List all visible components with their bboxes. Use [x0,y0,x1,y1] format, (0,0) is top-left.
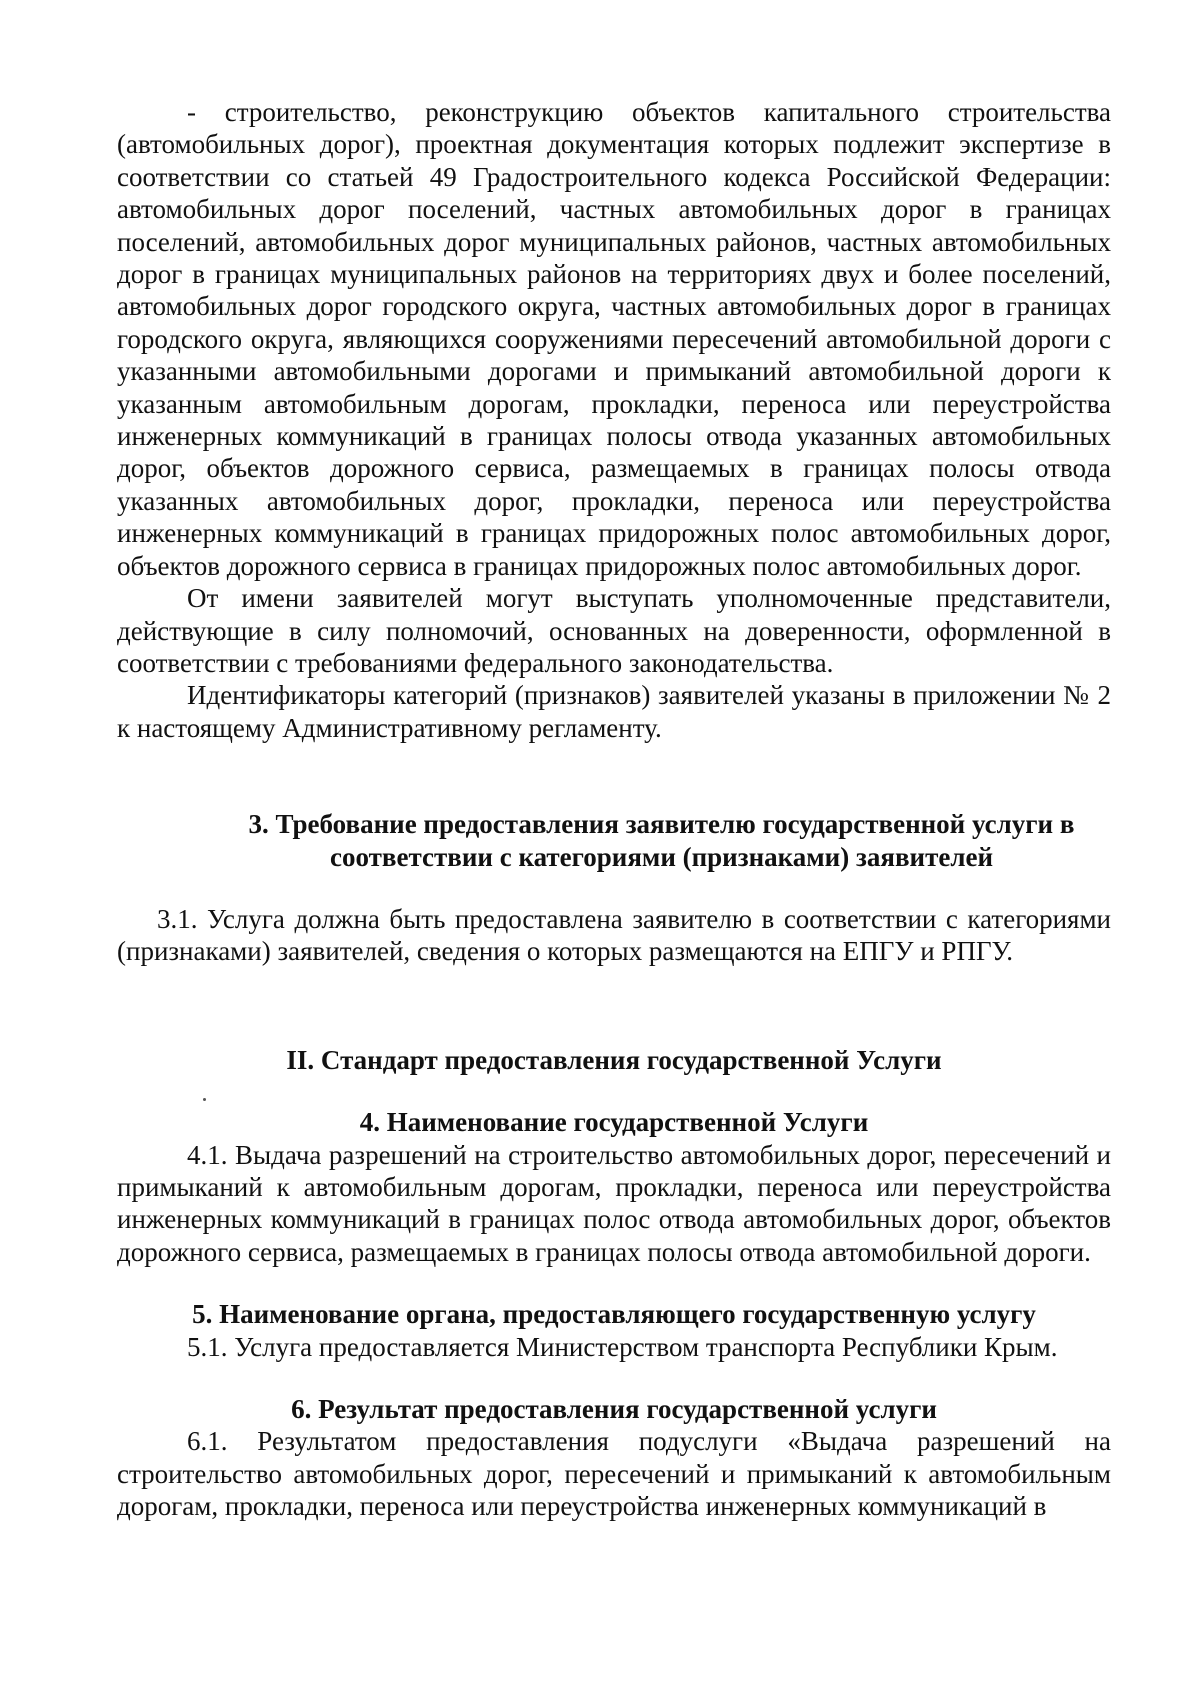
document-body [117,96,1111,1523]
section-3-heading-line1: 3. Требование предоставления заявителю государственной услуги в [248,809,1075,840]
paragraph-construction-list: - строительство, реконструкцию объектов капитального строительства (автомобильных дорог), проектная документация которых подлежит экспертизе в соответствии со статьей 49 Градостроительного кодекса Российской Федерации: автомобильных дорог поселений, частных автомобильных дорог в границах поселений, автомобильных дорог муниципальных районов, частных автомобильных дорог в границах муниципальных районов на территориях двух и более поселений, автомобильных дорог городского округа, частных автомобильных дорог в границах городского округа, являющихся сооружениями пересечений автомобильной дороги с указанными автомобильными дорогами и примыканий автомобильной дороги к указанным автомобильным дорогам, прокладки, переноса или переустройства инженерных коммуникаций в границах полосы отвода указанных автомобильных дорог, объектов дорожного сервиса, размещаемых в границах полосы отвода указанных автомобильных дорог, прокладки, переноса или переустройства инженерных коммуникаций в границах придорожных полос автомобильных дорог, объектов дорожного сервиса в границах придорожных полос автомобильных дорог. [117,97,1111,581]
paragraph-5-1: 5.1. Услуга предоставляется Министерством транспорта Республики Крым. [187,1331,1058,1362]
section-5-heading: 5. Наименование органа, предоставляющего государственную услугу [192,1299,1036,1330]
paragraph-4-1: 4.1. Выдача разрешений на строительство автомобильных дорог, пересечений и примыканий к автомобильным дорогам, прокладки, переноса или переустройства инженерных коммуникаций в границах полос отвода автомобильных дорог, объектов дорожного сервиса, размещаемых в границах полосы отвода автомобильной дороги. [117,1139,1111,1267]
paragraph-identifiers: Идентификаторы категорий (признаков) заявителей указаны в приложении № 2 к настоящему Административному регламенту. [117,680,1111,743]
paragraph-3-1: 3.1. Услуга должна быть предоставлена заявителю в соответствии с категориями (признаками) заявителей, сведения о которых размещаются на ЕПГУ и РПГУ. [117,903,1111,967]
section-3-heading [117,808,1111,873]
part-2-heading: II. Стандарт предоставления государственной Услуги [286,1044,942,1075]
section-4-heading: 4. Наименование государственной Услуги [359,1107,869,1138]
section-3-heading-line2: соответствии с категориями (признаками) заявителей [329,841,994,872]
section-6-heading: 6. Результат предоставления государственной услуги [291,1394,937,1424]
paragraph-representatives: От имени заявителей могут выступать уполномоченные представители, действующие в силу полномочий, основанных на доверенности, оформленной в соответствии с требованиями федерального законодательства. [117,583,1111,678]
paragraph-6-1: 6.1. Результатом предоставления подуслуги «Выдача разрешений на строительство автомобильных дорог, пересечений и примыканий к автомобильным дорогам, прокладки, переноса или переустройства инженерных коммуникаций в [117,1426,1111,1522]
scan-speck [203,1098,206,1101]
